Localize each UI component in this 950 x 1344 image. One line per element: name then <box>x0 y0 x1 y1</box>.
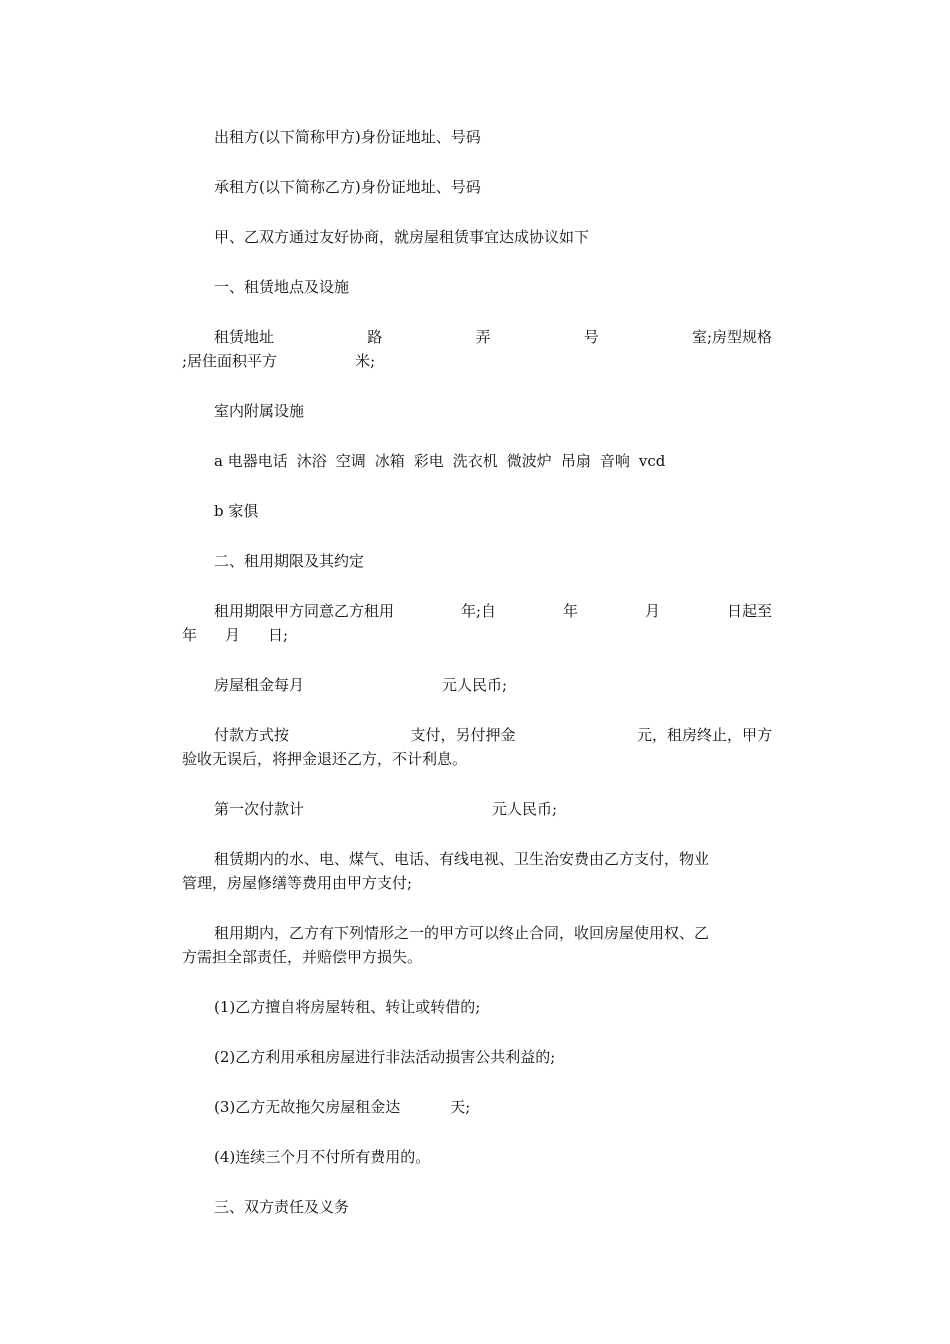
deposit-terms: 元，租房终止，甲方 <box>636 726 772 744</box>
utilities-line-1: 租赁期内的水、电、煤气、电话、有线电视、卫生治安费由乙方支付，物业 <box>214 850 710 868</box>
rent-unit: 元人民币; <box>442 676 508 694</box>
appliance-item: 微波炉 <box>506 452 552 470</box>
appliance-item: vcd <box>638 452 666 470</box>
appliance-item: 冰箱 <box>374 452 405 470</box>
section-1-heading: 一、租赁地点及设施 <box>214 278 350 296</box>
rent-line <box>214 673 804 697</box>
appliance-item: 沐浴 <box>296 452 327 470</box>
road-label: 路 <box>367 328 383 346</box>
clause-1: (1)乙方擅自将房屋转租、转让或转借的; <box>214 998 481 1016</box>
clause-3-text: (3)乙方无故拖欠房屋租金达 <box>214 1098 401 1116</box>
term-line <box>214 599 772 623</box>
term-years: 年;自 <box>460 602 497 620</box>
start-day: 日起至 <box>726 602 772 620</box>
area-unit: 米; <box>355 352 376 370</box>
term-label: 租用期限甲方同意乙方租用 <box>214 602 395 620</box>
lessee-line: 承租方(以下简称乙方)身份证地址、号码 <box>214 178 481 196</box>
clause-2: (2)乙方利用承租房屋进行非法活动损害公共利益的; <box>214 1048 556 1066</box>
utilities-line-2: 管理，房屋修缮等费用由甲方支付; <box>182 874 413 892</box>
end-day: 日; <box>268 626 289 644</box>
appliance-item: 彩电 <box>413 452 444 470</box>
rent-label: 房屋租金每月 <box>214 676 305 694</box>
appliances-list <box>214 449 804 473</box>
start-year: 年 <box>563 602 579 620</box>
payment-line <box>214 723 772 747</box>
section-3-heading: 三、双方责任及义务 <box>214 1198 350 1216</box>
lessor-line: 出租方(以下简称甲方)身份证地址、号码 <box>214 128 481 146</box>
end-month: 月 <box>225 626 241 644</box>
deposit-label: 支付，另付押金 <box>410 726 516 744</box>
appliance-item: 音响 <box>599 452 630 470</box>
end-year: 年 <box>182 626 198 644</box>
address-line <box>214 325 772 349</box>
clause-4: (4)连续三个月不付所有费用的。 <box>214 1148 431 1166</box>
first-payment-unit: 元人民币; <box>492 800 558 818</box>
first-payment-label: 第一次付款计 <box>214 800 305 818</box>
termination-line-1: 租用期内，乙方有下列情形之一的甲方可以终止合同，收回房屋使用权、乙 <box>214 924 710 942</box>
area-label: ;居住面积平方 <box>182 352 278 370</box>
clause-3 <box>214 1095 804 1119</box>
term-end-line <box>182 623 772 647</box>
appliance-item: 空调 <box>335 452 366 470</box>
appliance-item: 洗衣机 <box>452 452 498 470</box>
start-month: 月 <box>645 602 661 620</box>
room-type-label: 室;房型规格 <box>691 328 772 346</box>
section-2-heading: 二、租用期限及其约定 <box>214 552 365 570</box>
deposit-refund: 验收无误后，将押金退还乙方，不计利息。 <box>182 750 468 768</box>
agreement-intro: 甲、乙双方通过友好协商，就房屋租赁事宜达成协议如下 <box>214 228 590 246</box>
area-line <box>182 349 772 373</box>
lane-label: 弄 <box>475 328 491 346</box>
facilities-label: 室内附属设施 <box>214 402 305 420</box>
termination-line-2: 方需担全部责任，并赔偿甲方损失。 <box>182 948 423 966</box>
address-label: 租赁地址 <box>214 328 275 346</box>
appliance-item: a 电器电话 <box>214 452 288 470</box>
number-label: 号 <box>583 328 599 346</box>
appliance-item: 吊扇 <box>560 452 591 470</box>
furniture-label: b 家俱 <box>214 502 259 520</box>
clause-3-unit: 天; <box>450 1098 471 1116</box>
first-payment-line <box>214 797 804 821</box>
payment-label: 付款方式按 <box>214 726 290 744</box>
